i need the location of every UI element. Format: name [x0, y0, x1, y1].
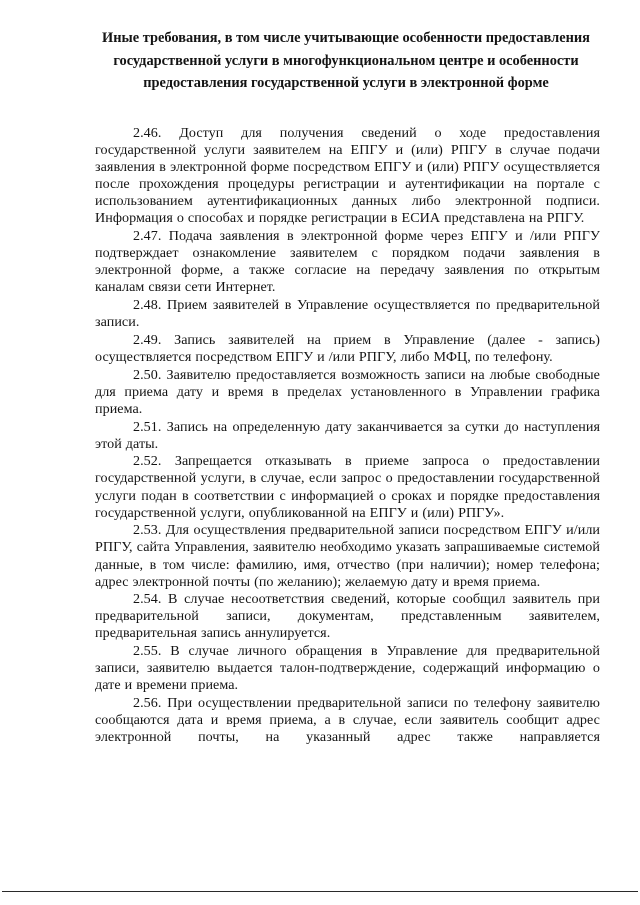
paragraph-2-50: 2.50. Заявителю предоставляется возможность записи на любые свободные для приема дату и время в пределах установленного в Управлении графика приема. [95, 366, 600, 417]
section-heading: Иные требования, в том числе учитывающие особенности предоставления государственной услуги в многофункциональном центре и особенности предоставления государственной услуги в электронной форме [102, 30, 590, 91]
paragraph-2-47: 2.47. Подача заявления в электронной форме через ЕПГУ и /или РПГУ подтверждает ознакомление заявителем с порядком подачи заявления в электронной форме, а также согласие на передачу заявления по открытым каналам связи сети Интернет. [95, 228, 600, 296]
paragraph-2-55: 2.55. В случае личного обращения в Управление для предварительной записи, заявителю выдается талон-подтверждение, содержащий информацию о дате и времени приема. [95, 643, 600, 694]
paragraph-2-46: 2.46. Доступ для получения сведений о ходе предоставления государственной услуги заявителем на ЕПГУ и (или) РПГУ в случае подачи заявления в электронной форме посредством ЕПГУ и (или) РПГУ осуществляется после прохождения процедуры регистрации и аутентификации на портале с использованием аутентификационных данных либо электронной подписи. Информация о способах и порядке регистрации в ЕСИА представлена на РПГУ. [95, 125, 600, 227]
paragraph-2-49: 2.49. Запись заявителей на прием в Управление (далее - запись) осуществляется посредством ЕПГУ и /или РПГУ, либо МФЦ, по телефону. [95, 331, 600, 365]
paragraph-2-56: 2.56. При осуществлении предварительной записи по телефону заявителю сообщаются дата и время приема, а в случае, если заявитель сообщит адрес электронной почты, на указанный адрес также направляется [95, 695, 600, 746]
paragraph-2-53: 2.53. Для осуществления предварительной записи посредством ЕПГУ и/или РПГУ, сайта Управления, заявителю необходимо указать запрашиваемые системой данные, в том числе: фамилию, имя, отчество (при наличии); номер телефона; адрес электронной почты (по желанию); желаемую дату и время приема. [95, 522, 600, 590]
paragraph-2-51: 2.51. Запись на определенную дату заканчивается за сутки до наступления этой даты. [95, 418, 600, 452]
paragraph-2-54: 2.54. В случае несоответствия сведений, которые сообщил заявитель при предварительной записи, документам, представленным заявителем, предварительная запись аннулируется. [95, 591, 600, 642]
document-body [95, 125, 600, 747]
paragraph-2-52: 2.52. Запрещается отказывать в приеме запроса о предоставлении государственной услуги, в случае, если запрос о предоставлении государственной услуги подан в соответствии с информацией о сроках и порядке предоставления государственной услуги, опубликованной на ЕПГУ и (или) РПГУ». [95, 453, 600, 521]
paragraph-2-48: 2.48. Прием заявителей в Управление осуществляется по предварительной записи. [95, 297, 600, 331]
bottom-rule [2, 891, 638, 892]
